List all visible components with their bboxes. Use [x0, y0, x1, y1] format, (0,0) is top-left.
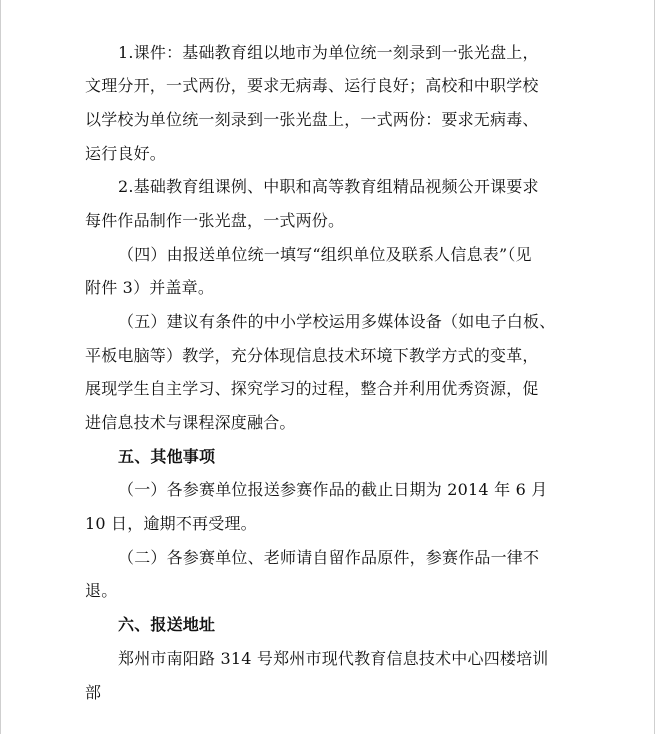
paragraph-line: （二）各参赛单位、老师请自留作品原件，参赛作品一律不: [118, 548, 540, 567]
paragraph-line: 展现学生自主学习、探究学习的过程，整合并利用优秀资源，促: [85, 379, 539, 398]
paragraph-line: 退。: [85, 581, 118, 600]
paragraph-line: 1.课件：基础教育组以地市为单位统一刻录到一张光盘上，: [118, 43, 539, 62]
paragraph-line: 文理分开，一式两份，要求无病毒、运行良好；高校和中职学校: [85, 76, 539, 95]
paragraph-line: 平板电脑等）教学，充分体现信息技术环境下教学方式的变革，: [85, 346, 539, 365]
address-line: 郑州市南阳路 314 号郑州市现代教育信息技术中心四楼培训: [118, 649, 549, 668]
paragraph-line: 10 日，逾期不再受理。: [85, 514, 257, 533]
page-left-edge: [0, 0, 1, 734]
address-line: 部: [85, 683, 102, 702]
paragraph-line: 以学校为单位统一刻录到一张光盘上，一式两份：要求无病毒、: [85, 110, 539, 129]
paragraph-line: 2.基础教育组课例、中职和高等教育组精品视频公开课要求: [118, 177, 539, 196]
paragraph-line: 进信息技术与课程深度融合。: [85, 413, 296, 432]
section-heading: 五、其他事项: [118, 447, 216, 466]
paragraph-line: （五）建议有条件的中小学校运用多媒体设备（如电子白板、: [118, 312, 556, 331]
paragraph-line: （一）各参赛单位报送参赛作品的截止日期为 2014 年 6 月: [118, 480, 548, 499]
paragraph-line: （四）由报送单位统一填写“组织单位及联系人信息表”（见: [118, 245, 532, 264]
section-heading: 六、报送地址: [118, 615, 216, 634]
paragraph-line: 附件 3）并盖章。: [85, 278, 215, 297]
paragraph-line: 运行良好。: [85, 144, 167, 163]
paragraph-line: 每件作品制作一张光盘，一式两份。: [85, 211, 345, 230]
